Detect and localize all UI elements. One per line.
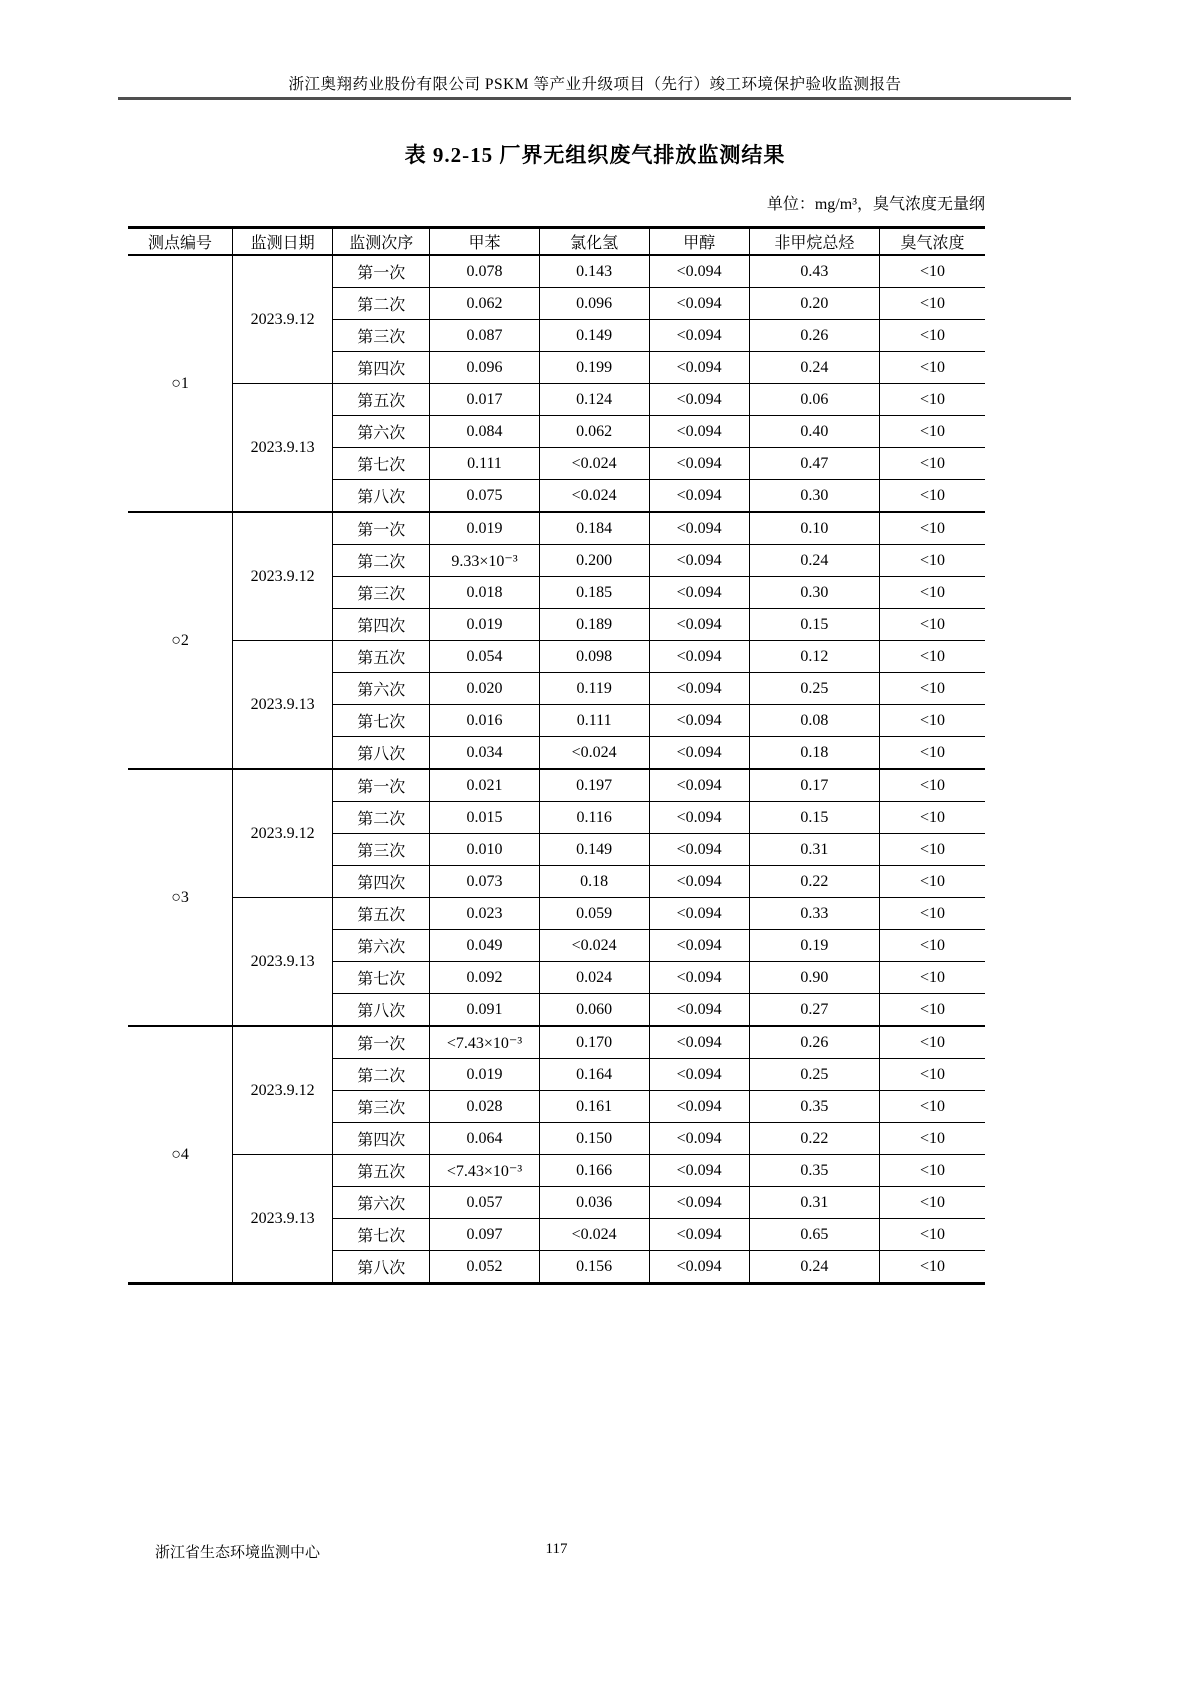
hcl-cell: 0.119 xyxy=(539,673,649,705)
page-number: 117 xyxy=(545,1541,568,1557)
nmhc-cell: 0.18 xyxy=(749,737,879,770)
nmhc-cell: 0.43 xyxy=(749,255,879,288)
odor-cell: <10 xyxy=(880,1123,985,1155)
hcl-cell: 0.164 xyxy=(539,1059,649,1091)
nmhc-cell: 0.24 xyxy=(749,352,879,384)
nmhc-cell: 0.65 xyxy=(749,1219,879,1251)
toluene-cell: 0.010 xyxy=(430,834,540,866)
toluene-cell: 0.073 xyxy=(430,866,540,898)
odor-cell: <10 xyxy=(880,609,985,641)
hcl-cell: <0.024 xyxy=(539,448,649,480)
nmhc-cell: 0.30 xyxy=(749,480,879,513)
nmhc-cell: 0.27 xyxy=(749,994,879,1027)
hcl-cell: 0.161 xyxy=(539,1091,649,1123)
methanol-cell: <0.094 xyxy=(649,512,749,545)
date-cell: 2023.9.13 xyxy=(233,1155,333,1284)
toluene-cell: 0.091 xyxy=(430,994,540,1027)
hcl-cell: <0.024 xyxy=(539,930,649,962)
point-id-cell: ○3 xyxy=(128,769,233,1026)
odor-cell: <10 xyxy=(880,898,985,930)
hcl-cell: 0.199 xyxy=(539,352,649,384)
nmhc-cell: 0.47 xyxy=(749,448,879,480)
odor-cell: <10 xyxy=(880,384,985,416)
odor-cell: <10 xyxy=(880,448,985,480)
sequence-cell: 第七次 xyxy=(333,705,430,737)
hcl-cell: 0.111 xyxy=(539,705,649,737)
table-title: 表 9.2-15 厂界无组织废气排放监测结果 xyxy=(404,143,786,167)
nmhc-cell: 0.10 xyxy=(749,512,879,545)
toluene-cell: 0.019 xyxy=(430,1059,540,1091)
methanol-cell: <0.094 xyxy=(649,866,749,898)
toluene-cell: 0.075 xyxy=(430,480,540,513)
header-row xyxy=(128,228,985,256)
sequence-cell: 第八次 xyxy=(333,994,430,1027)
toluene-cell: 0.028 xyxy=(430,1091,540,1123)
nmhc-cell: 0.22 xyxy=(749,1123,879,1155)
table-row xyxy=(128,1155,985,1187)
date-cell: 2023.9.12 xyxy=(233,512,333,641)
date-cell: 2023.9.12 xyxy=(233,1026,333,1155)
hcl-cell: 0.059 xyxy=(539,898,649,930)
methanol-cell: <0.094 xyxy=(649,769,749,802)
sequence-cell: 第二次 xyxy=(333,1059,430,1091)
nmhc-cell: 0.31 xyxy=(749,1187,879,1219)
hcl-cell: 0.060 xyxy=(539,994,649,1027)
toluene-cell: 0.018 xyxy=(430,577,540,609)
odor-cell: <10 xyxy=(880,320,985,352)
unit-note: 单位：mg/m³，臭气浓度无量纲 xyxy=(766,196,985,213)
toluene-cell: 0.017 xyxy=(430,384,540,416)
sequence-cell: 第五次 xyxy=(333,898,430,930)
methanol-cell: <0.094 xyxy=(649,641,749,673)
toluene-cell: 0.084 xyxy=(430,416,540,448)
nmhc-cell: 0.20 xyxy=(749,288,879,320)
methanol-cell: <0.094 xyxy=(649,448,749,480)
toluene-cell: 0.020 xyxy=(430,673,540,705)
methanol-cell: <0.094 xyxy=(649,994,749,1027)
toluene-cell: 9.33×10⁻³ xyxy=(430,545,540,577)
hcl-cell: 0.098 xyxy=(539,641,649,673)
odor-cell: <10 xyxy=(880,1155,985,1187)
odor-cell: <10 xyxy=(880,255,985,288)
methanol-cell: <0.094 xyxy=(649,673,749,705)
sequence-cell: 第二次 xyxy=(333,802,430,834)
table-row xyxy=(128,769,985,802)
hcl-cell: 0.189 xyxy=(539,609,649,641)
hcl-cell: 0.166 xyxy=(539,1155,649,1187)
table-row xyxy=(128,898,985,930)
column-header: 非甲烷总烃 xyxy=(749,228,879,256)
column-header: 臭气浓度 xyxy=(880,228,985,256)
nmhc-cell: 0.31 xyxy=(749,834,879,866)
hcl-cell: 0.170 xyxy=(539,1026,649,1059)
toluene-cell: 0.023 xyxy=(430,898,540,930)
sequence-cell: 第五次 xyxy=(333,641,430,673)
odor-cell: <10 xyxy=(880,1219,985,1251)
nmhc-cell: 0.26 xyxy=(749,1026,879,1059)
methanol-cell: <0.094 xyxy=(649,352,749,384)
odor-cell: <10 xyxy=(880,1026,985,1059)
odor-cell: <10 xyxy=(880,673,985,705)
hcl-cell: 0.024 xyxy=(539,962,649,994)
toluene-cell: 0.087 xyxy=(430,320,540,352)
nmhc-cell: 0.15 xyxy=(749,802,879,834)
methanol-cell: <0.094 xyxy=(649,577,749,609)
methanol-cell: <0.094 xyxy=(649,1219,749,1251)
date-cell: 2023.9.13 xyxy=(233,384,333,513)
header-divider xyxy=(118,97,1071,100)
odor-cell: <10 xyxy=(880,834,985,866)
footer-organization: 浙江省生态环境监测中心 xyxy=(155,1545,321,1561)
nmhc-cell: 0.15 xyxy=(749,609,879,641)
sequence-cell: 第六次 xyxy=(333,416,430,448)
sequence-cell: 第四次 xyxy=(333,866,430,898)
odor-cell: <10 xyxy=(880,512,985,545)
nmhc-cell: 0.19 xyxy=(749,930,879,962)
nmhc-cell: 0.12 xyxy=(749,641,879,673)
nmhc-cell: 0.24 xyxy=(749,1251,879,1284)
toluene-cell: 0.015 xyxy=(430,802,540,834)
toluene-cell: 0.062 xyxy=(430,288,540,320)
nmhc-cell: 0.25 xyxy=(749,1059,879,1091)
column-header: 测点编号 xyxy=(128,228,233,256)
date-cell: 2023.9.12 xyxy=(233,255,333,384)
table-head xyxy=(128,228,985,256)
toluene-cell: 0.057 xyxy=(430,1187,540,1219)
odor-cell: <10 xyxy=(880,1091,985,1123)
nmhc-cell: 0.22 xyxy=(749,866,879,898)
methanol-cell: <0.094 xyxy=(649,1026,749,1059)
nmhc-cell: 0.17 xyxy=(749,769,879,802)
methanol-cell: <0.094 xyxy=(649,320,749,352)
table-row xyxy=(128,1026,985,1059)
date-cell: 2023.9.13 xyxy=(233,898,333,1027)
toluene-cell: 0.054 xyxy=(430,641,540,673)
point-id-cell: ○2 xyxy=(128,512,233,769)
methanol-cell: <0.094 xyxy=(649,255,749,288)
sequence-cell: 第一次 xyxy=(333,255,430,288)
sequence-cell: 第五次 xyxy=(333,384,430,416)
nmhc-cell: 0.06 xyxy=(749,384,879,416)
sequence-cell: 第六次 xyxy=(333,1187,430,1219)
odor-cell: <10 xyxy=(880,545,985,577)
methanol-cell: <0.094 xyxy=(649,834,749,866)
sequence-cell: 第三次 xyxy=(333,320,430,352)
hcl-cell: 0.096 xyxy=(539,288,649,320)
toluene-cell: 0.096 xyxy=(430,352,540,384)
methanol-cell: <0.094 xyxy=(649,1123,749,1155)
hcl-cell: 0.184 xyxy=(539,512,649,545)
hcl-cell: 0.149 xyxy=(539,320,649,352)
table-body xyxy=(128,255,985,1284)
odor-cell: <10 xyxy=(880,866,985,898)
nmhc-cell: 0.24 xyxy=(749,545,879,577)
odor-cell: <10 xyxy=(880,1251,985,1284)
hcl-cell: 0.150 xyxy=(539,1123,649,1155)
sequence-cell: 第四次 xyxy=(333,1123,430,1155)
sequence-cell: 第八次 xyxy=(333,480,430,513)
odor-cell: <10 xyxy=(880,1059,985,1091)
methanol-cell: <0.094 xyxy=(649,384,749,416)
odor-cell: <10 xyxy=(880,1187,985,1219)
methanol-cell: <0.094 xyxy=(649,705,749,737)
methanol-cell: <0.094 xyxy=(649,545,749,577)
methanol-cell: <0.094 xyxy=(649,962,749,994)
sequence-cell: 第七次 xyxy=(333,1219,430,1251)
methanol-cell: <0.094 xyxy=(649,802,749,834)
toluene-cell: 0.019 xyxy=(430,609,540,641)
monitoring-results-table xyxy=(128,226,985,1285)
hcl-cell: 0.156 xyxy=(539,1251,649,1284)
odor-cell: <10 xyxy=(880,769,985,802)
point-id-cell: ○1 xyxy=(128,255,233,512)
toluene-cell: 0.034 xyxy=(430,737,540,770)
hcl-cell: 0.036 xyxy=(539,1187,649,1219)
nmhc-cell: 0.26 xyxy=(749,320,879,352)
document-header: 浙江奥翔药业股份有限公司 PSKM 等产业升级项目（先行）竣工环境保护验收监测报告 xyxy=(288,76,902,93)
toluene-cell: 0.078 xyxy=(430,255,540,288)
hcl-cell: 0.18 xyxy=(539,866,649,898)
methanol-cell: <0.094 xyxy=(649,1187,749,1219)
methanol-cell: <0.094 xyxy=(649,737,749,770)
methanol-cell: <0.094 xyxy=(649,416,749,448)
nmhc-cell: 0.25 xyxy=(749,673,879,705)
sequence-cell: 第七次 xyxy=(333,448,430,480)
hcl-cell: 0.200 xyxy=(539,545,649,577)
hcl-cell: <0.024 xyxy=(539,737,649,770)
column-header: 甲苯 xyxy=(430,228,540,256)
nmhc-cell: 0.90 xyxy=(749,962,879,994)
hcl-cell: 0.143 xyxy=(539,255,649,288)
toluene-cell: 0.049 xyxy=(430,930,540,962)
hcl-cell: 0.185 xyxy=(539,577,649,609)
nmhc-cell: 0.08 xyxy=(749,705,879,737)
table-row xyxy=(128,384,985,416)
odor-cell: <10 xyxy=(880,288,985,320)
odor-cell: <10 xyxy=(880,962,985,994)
methanol-cell: <0.094 xyxy=(649,288,749,320)
sequence-cell: 第八次 xyxy=(333,1251,430,1284)
nmhc-cell: 0.35 xyxy=(749,1091,879,1123)
column-header: 监测日期 xyxy=(233,228,333,256)
table-row xyxy=(128,255,985,288)
table-row xyxy=(128,512,985,545)
methanol-cell: <0.094 xyxy=(649,1155,749,1187)
hcl-cell: 0.062 xyxy=(539,416,649,448)
toluene-cell: 0.092 xyxy=(430,962,540,994)
toluene-cell: 0.019 xyxy=(430,512,540,545)
hcl-cell: <0.024 xyxy=(539,1219,649,1251)
hcl-cell: <0.024 xyxy=(539,480,649,513)
column-header: 氯化氢 xyxy=(539,228,649,256)
methanol-cell: <0.094 xyxy=(649,609,749,641)
sequence-cell: 第二次 xyxy=(333,288,430,320)
nmhc-cell: 0.40 xyxy=(749,416,879,448)
nmhc-cell: 0.33 xyxy=(749,898,879,930)
odor-cell: <10 xyxy=(880,577,985,609)
sequence-cell: 第八次 xyxy=(333,737,430,770)
toluene-cell: 0.064 xyxy=(430,1123,540,1155)
odor-cell: <10 xyxy=(880,737,985,770)
sequence-cell: 第一次 xyxy=(333,769,430,802)
toluene-cell: 0.052 xyxy=(430,1251,540,1284)
date-cell: 2023.9.13 xyxy=(233,641,333,770)
toluene-cell: 0.097 xyxy=(430,1219,540,1251)
sequence-cell: 第一次 xyxy=(333,512,430,545)
sequence-cell: 第二次 xyxy=(333,545,430,577)
odor-cell: <10 xyxy=(880,480,985,513)
odor-cell: <10 xyxy=(880,705,985,737)
toluene-cell: 0.111 xyxy=(430,448,540,480)
nmhc-cell: 0.35 xyxy=(749,1155,879,1187)
hcl-cell: 0.124 xyxy=(539,384,649,416)
hcl-cell: 0.197 xyxy=(539,769,649,802)
odor-cell: <10 xyxy=(880,641,985,673)
odor-cell: <10 xyxy=(880,352,985,384)
sequence-cell: 第七次 xyxy=(333,962,430,994)
toluene-cell: 0.016 xyxy=(430,705,540,737)
toluene-cell: <7.43×10⁻³ xyxy=(430,1155,540,1187)
methanol-cell: <0.094 xyxy=(649,1059,749,1091)
toluene-cell: 0.021 xyxy=(430,769,540,802)
date-cell: 2023.9.12 xyxy=(233,769,333,898)
odor-cell: <10 xyxy=(880,416,985,448)
toluene-cell: <7.43×10⁻³ xyxy=(430,1026,540,1059)
methanol-cell: <0.094 xyxy=(649,1251,749,1284)
hcl-cell: 0.116 xyxy=(539,802,649,834)
odor-cell: <10 xyxy=(880,930,985,962)
sequence-cell: 第三次 xyxy=(333,577,430,609)
methanol-cell: <0.094 xyxy=(649,1091,749,1123)
sequence-cell: 第五次 xyxy=(333,1155,430,1187)
methanol-cell: <0.094 xyxy=(649,480,749,513)
odor-cell: <10 xyxy=(880,994,985,1027)
hcl-cell: 0.149 xyxy=(539,834,649,866)
methanol-cell: <0.094 xyxy=(649,930,749,962)
nmhc-cell: 0.30 xyxy=(749,577,879,609)
point-id-cell: ○4 xyxy=(128,1026,233,1284)
column-header: 监测次序 xyxy=(333,228,430,256)
sequence-cell: 第四次 xyxy=(333,609,430,641)
column-header: 甲醇 xyxy=(649,228,749,256)
sequence-cell: 第三次 xyxy=(333,834,430,866)
sequence-cell: 第六次 xyxy=(333,673,430,705)
table-row xyxy=(128,641,985,673)
sequence-cell: 第四次 xyxy=(333,352,430,384)
sequence-cell: 第六次 xyxy=(333,930,430,962)
sequence-cell: 第三次 xyxy=(333,1091,430,1123)
sequence-cell: 第一次 xyxy=(333,1026,430,1059)
methanol-cell: <0.094 xyxy=(649,898,749,930)
odor-cell: <10 xyxy=(880,802,985,834)
